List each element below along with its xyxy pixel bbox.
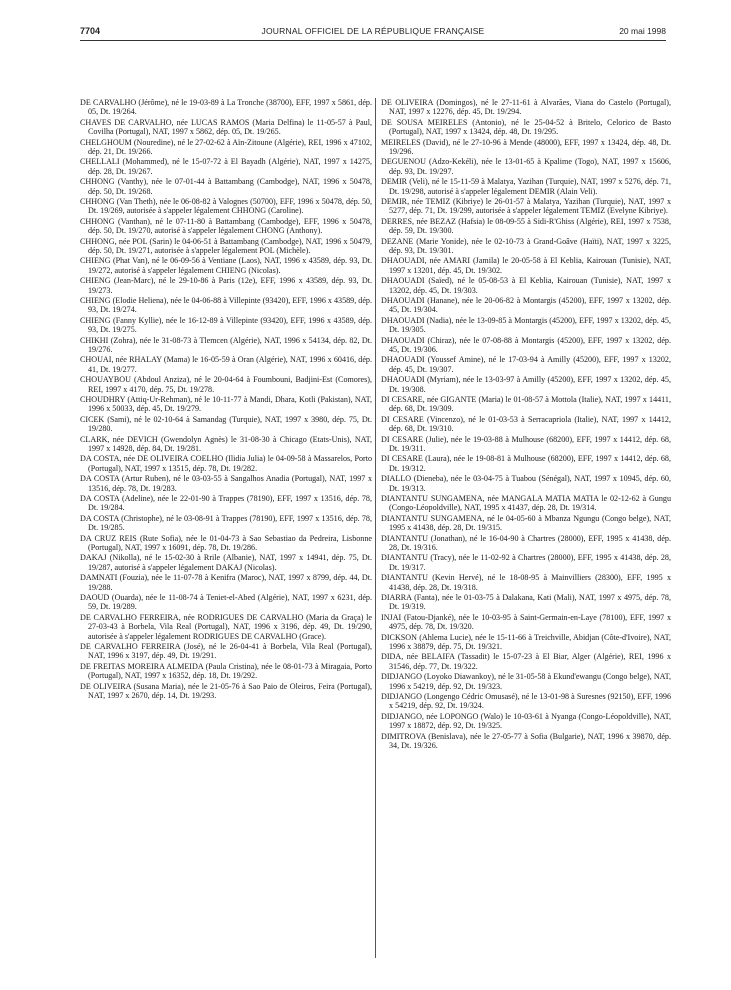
- decree-entry: CHHONG (Vanthy), née le 07-01-44 à Battambang (Cambodge), NAT, 1996 x 50478, dép. 50, Dt. 19/268.: [80, 177, 372, 196]
- decree-entry: CHOUAI, née RHALAY (Mama) le 16-05-59 à Oran (Algérie), NAT, 1996 x 60416, dép. 41, Dt. 19/277.: [80, 355, 372, 374]
- decree-entry: DIANTANTU SUNGAMENA, né le 04-05-60 à Mbanza Ngungu (Congo belge), NAT, 1995 x 41438, dép. 28, Dt. 19/315.: [381, 513, 671, 533]
- decree-entry: DE OLIVEIRA (Susana Maria), née le 21-05-76 à Sao Paio de Oleiros, Feira (Portugal), NAT, 1997 x 2670, dép. 14, Dt. 19/293.: [80, 681, 372, 701]
- decree-entry: DI CESARE, née GIGANTE (Maria) le 01-08-57 à Mottola (Italie), NAT, 1997 x 14411, dép. 68, Dt. 19/309.: [381, 394, 671, 414]
- decree-entry: CHELGHOUM (Nouredine), né le 27-02-62 à Aïn-Zitoune (Algérie), REI, 1996 x 47102, dép. 21, Dt. 19/266.: [80, 137, 372, 157]
- header-rule: [80, 40, 666, 41]
- decree-entry: DAOUD (Ouarda), née le 11-08-74 à Teniet-el-Abed (Algérie), NAT, 1997 x 6231, dép. 59, Dt. 19/289.: [80, 592, 372, 612]
- decree-entry: CHAVES DE CARVALHO, née LUCAS RAMOS (Maria Delfina) le 11-05-57 à Paul, Covilha (Portugal), NAT, 1997 x 5862, dép. 05, Dt. 19/265.: [80, 117, 372, 137]
- decree-entry: DHAOUADI (Chiraz), née le 07-08-88 à Montargis (45200), EFF, 1997 x 13202, dép. 45, Dt. 19/306.: [381, 335, 671, 355]
- decree-entry: DI CESARE (Vincenzo), né le 01-03-53 à Serracapriola (Italie), NAT, 1997 x 14412, dép. 68, Dt. 19/310.: [381, 414, 671, 434]
- decree-entry: DIDJANGO, née LOPONGO (Walo) le 10-03-61 à Nyanga (Congo-Léopoldville), NAT, 1997 x 18872, dép. 92, Dt. 19/325.: [381, 711, 671, 731]
- decree-entry: DE FREITAS MOREIRA ALMEIDA (Paula Cristina), née le 08-01-73 à Miragaia, Porto (Portugal), NAT, 1997 x 16352, dép. 18, Dt. 19/292.: [80, 661, 372, 681]
- decree-entry: DE OLIVEIRA (Domingos), né le 27-11-61 à Alvarães, Viana do Castelo (Portugal), NAT, 1997 x 12276, dép. 45, Dt. 19/294.: [381, 98, 671, 117]
- decree-entry: DHAOUADI, née AMARI (Jamila) le 20-05-58 à El Keblia, Kairouan (Tunisie), NAT, 1997 x 13201, dép. 45, Dt. 19/302.: [381, 256, 671, 275]
- page-number: 7704: [80, 26, 101, 36]
- right-column: [381, 98, 671, 978]
- decree-entry: DEMIR, née TEMIZ (Kibriye) le 26-01-57 à Malatya, Yazihan (Turquie), NAT, 1997 x 5277, dép. 71, Dt. 19/299, autorisée à s'appeler légalement TEMIZ (Evelyne Kibriye).: [381, 196, 671, 216]
- column-divider: [375, 98, 376, 958]
- decree-entry: DIARRA (Fanta), née le 01-03-75 à Dalakana, Kati (Mali), NAT, 1997 x 4975, dép. 78, Dt. 19/319.: [381, 592, 671, 612]
- decree-entry: CHHONG (Van Theth), née le 06-08-82 à Valognes (50700), EFF, 1996 x 50478, dép. 50, Dt. 19/269, autorisée à s'appeler légalement CHHONG (Caroline).: [80, 196, 372, 216]
- decree-entry: DHAOUADI (Myriam), née le 13-03-97 à Amilly (45200), EFF, 1997 x 13202, dép. 45, Dt. 19/308.: [381, 375, 671, 394]
- decree-entry: DAKAJ (Nikolla), né le 15-02-30 à Rrile (Albanie), NAT, 1997 x 14941, dép. 75, Dt. 19/287, autorisé à s'appeler légalement DAKAJ (Nicolas).: [80, 553, 372, 572]
- decree-entry: CHIENG (Elodie Heliena), née le 04-06-88 à Villepinte (93420), EFF, 1996 x 43589, dép. 93, Dt. 19/274.: [80, 295, 372, 315]
- decree-entry: CHOUAYBOU (Abdoul Anziza), né le 20-04-64 à Foumbouni, Badjini-Est (Comores), REI, 1997 x 4170, dép. 75, Dt. 19/278.: [80, 375, 372, 394]
- decree-entry: DEMIR (Veli), né le 15-11-59 à Malatya, Yazihan (Turquie), NAT, 1997 x 5276, dép. 71, Dt. 19/298, autorisé à s'appeler légalement DEMIR (Alain Veli).: [381, 177, 671, 196]
- decree-entry: CHIENG (Jean-Marc), né le 29-10-86 à Paris (12e), EFF, 1996 x 43589, dép. 93, Dt. 19/273.: [80, 276, 372, 295]
- left-column: [80, 98, 372, 978]
- decree-entry: DHAOUADI (Youssef Amine), né le 17-03-94 à Amilly (45200), EFF, 1997 x 13202, dép. 45, Dt. 19/307.: [381, 355, 671, 374]
- decree-entry: MEIRELES (David), né le 27-10-96 à Mende (48000), EFF, 1997 x 13424, dép. 48, Dt. 19/296.: [381, 137, 671, 157]
- decree-entry: DA COSTA (Artur Ruben), né le 03-03-55 à Sangalhos Anadia (Portugal), NAT, 1997 x 13516, dép. 78, Dt. 19/283.: [80, 474, 372, 493]
- decree-entry: DIANTANTU SUNGAMENA, née MANGALA MATIA MATIA le 02-12-62 à Gungu (Congo-Léopoldville), NAT, 1995 x 41437, dép. 28, Dt. 19/314.: [381, 493, 671, 513]
- page-header: [80, 20, 666, 40]
- issue-date: 20 mai 1998: [619, 26, 666, 36]
- decree-entry: DEGUENOU (Adzo-Kekéli), née le 13-01-65 à Kpalime (Togo), NAT, 1997 x 15606, dép. 93, Dt. 19/297.: [381, 157, 671, 176]
- decree-entry: CICEK (Sami), né le 02-10-64 à Samandag (Turquie), NAT, 1997 x 3980, dép. 75, Dt. 19/280.: [80, 414, 372, 434]
- decree-entry: DIANTANTU (Kevin Hervé), né le 18-08-95 à Mainvilliers (28300), EFF, 1995 x 41438, dép. 28, Dt. 19/318.: [381, 573, 671, 592]
- decree-entry: CHIENG (Fanny Kyllie), née le 16-12-89 à Villepinte (93420), EFF, 1996 x 43589, dép. 93, Dt. 19/275.: [80, 315, 372, 335]
- decree-entry: DE CARVALHO FERREIRA, née RODRIGUES DE CARVALHO (Maria da Graça) le 27-03-43 à Borbela, Vila Real (Portugal), NAT, 1996 x 3196, dép. 49, Dt. 19/290, autorisée à s'appeler légalement RODRIGUES DE CARVALHO (Grace).: [80, 612, 372, 641]
- decree-entry: DA CRUZ REIS (Rute Sofia), née le 01-04-73 à Sao Sebastiao da Pedreira, Lisbonne (Portugal), NAT, 1997 x 16091, dép. 78, Dt. 19/286.: [80, 533, 372, 552]
- decree-entry: CHHONG (Vanthan), né le 07-11-80 à Battambang (Cambodge), EFF, 1996 x 50478, dép. 50, Dt. 19/270, autorisé à s'appeler légalement CHONG (Anthony).: [80, 216, 372, 236]
- decree-entry: DE CARVALHO (Jérôme), né le 19-03-89 à La Tronche (38700), EFF, 1997 x 5861, dép. 05, Dt. 19/264.: [80, 98, 372, 117]
- decree-entry: DHAOUADI (Hanane), née le 20-06-82 à Montargis (45200), EFF, 1997 x 13202, dép. 45, Dt. 19/304.: [381, 295, 671, 315]
- decree-entry: DA COSTA, née DE OLIVEIRA COELHO (Ilidia Julia) le 04-09-58 à Massarelos, Porto (Portugal), NAT, 1997 x 13515, dép. 78, Dt. 19/282.: [80, 454, 372, 473]
- decree-entry: DIANTANTU (Tracy), née le 11-02-92 à Chartres (28000), EFF, 1995 x 41438, dép. 28, Dt. 19/317.: [381, 553, 671, 572]
- decree-entry: DA COSTA (Christophe), né le 03-08-91 à Trappes (78190), EFF, 1997 x 13516, dép. 78, Dt. 19/285.: [80, 513, 372, 533]
- decree-entry: INJAI (Fatou-Djanké), née le 10-03-95 à Saint-Germain-en-Laye (78100), EFF, 1997 x 4975, dép. 78, Dt. 19/320.: [381, 612, 671, 632]
- decree-entry: DIALLO (Dieneba), née le 03-04-75 à Tuabou (Sénégal), NAT, 1997 x 10945, dép. 60, Dt. 19/313.: [381, 474, 671, 493]
- decree-entry: DIDJANGO (Longengo Cédric Omusasé), né le 13-01-98 à Suresnes (92150), EFF, 1996 x 54219, dép. 92, Dt. 19/324.: [381, 691, 671, 711]
- decree-entry: DHAOUADI (Saïed), né le 05-08-53 à El Keblia, Kairouan (Tunisie), NAT, 1997 x 13202, dép. 45, Dt. 19/303.: [381, 276, 671, 295]
- decree-entry: DE SOUSA MEIRELES (Antonio), né le 25-04-52 à Britelo, Celorico de Basto (Portugal), NAT, 1997 x 13424, dép. 48, Dt. 19/295.: [381, 117, 671, 137]
- decree-entry: CHHONG, née POL (Sarin) le 04-06-51 à Battambang (Cambodge), NAT, 1996 x 50479, dép. 50, Dt. 19/271, autorisée à s'appeler légalement POL (Michèle).: [80, 236, 372, 256]
- decree-entry: DAMNATI (Fouzia), née le 11-07-78 à Kenifra (Maroc), NAT, 1997 x 8799, dép. 44, Dt. 19/288.: [80, 573, 372, 592]
- decree-entry: CHIENG (Phat Van), né le 06-09-56 à Ventiane (Laos), NAT, 1996 x 43589, dép. 93, Dt. 19/272, autorisé à s'appeler légalement CHIENG (Nicolas).: [80, 256, 372, 275]
- decree-entry: DI CESARE (Laura), née le 19-08-81 à Mulhouse (68200), EFF, 1997 x 14412, dép. 68, Dt. 19/312.: [381, 454, 671, 473]
- decree-entry: CLARK, née DEVICH (Gwendolyn Agnès) le 31-08-30 à Chicago (Etats-Unis), NAT, 1997 x 14928, dép. 84, Dt. 19/281.: [80, 434, 372, 453]
- decree-entry: DICKSON (Ahlema Lucie), née le 15-11-66 à Treichville, Abidjan (Côte-d'Ivoire), NAT, 1996 x 38879, dép. 75, Dt. 19/321.: [381, 632, 671, 651]
- decree-entry: DIDA, née BELAIFA (Tassadit) le 15-07-23 à El Biar, Alger (Algérie), REI, 1996 x 31546, dép. 77, Dt. 19/322.: [381, 652, 671, 671]
- journal-title: JOURNAL OFFICIEL DE LA RÉPUBLIQUE FRANÇAISE: [261, 26, 485, 36]
- decree-entry: DERRES, née BEZAZ (Hafsia) le 08-09-55 à Sidi-R'Ghiss (Algérie), REI, 1997 x 7538, dép. 59, Dt. 19/300.: [381, 216, 671, 236]
- decree-entry: DA COSTA (Adeline), née le 22-01-90 à Trappes (78190), EFF, 1997 x 13516, dép. 78, Dt. 19/284.: [80, 493, 372, 513]
- decree-entry: DHAOUADI (Nadia), née le 13-09-85 à Montargis (45200), EFF, 1997 x 13202, dép. 45, Dt. 19/305.: [381, 315, 671, 335]
- decree-entry: DIMITROVA (Benislava), née le 27-05-77 à Sofia (Bulgarie), NAT, 1996 x 39870, dép. 34, Dt. 19/326.: [381, 731, 671, 750]
- decree-entry: CHOUDHRY (Attiq-Ur-Rehman), né le 10-11-77 à Mandi, Dhara, Kotli (Pakistan), NAT, 1996 x 50033, dép. 45, Dt. 19/279.: [80, 394, 372, 414]
- decree-entry: DE CARVALHO FERREIRA (José), né le 26-04-41 à Borbela, Vila Real (Portugal), NAT, 1996 x 3197, dép. 49, Dt. 19/291.: [80, 641, 372, 661]
- decree-entry: DI CESARE (Julie), née le 19-03-88 à Mulhouse (68200), EFF, 1997 x 14412, dép. 68, Dt. 19/311.: [381, 434, 671, 453]
- decree-entry: CHIKHI (Zohra), née le 31-08-73 à Tlemcen (Algérie), NAT, 1996 x 54134, dép. 82, Dt. 19/276.: [80, 335, 372, 355]
- decree-entry: DEZANE (Marie Yonide), née le 02-10-73 à Grand-Goâve (Haïti), NAT, 1997 x 3225, dép. 93, Dt. 19/301.: [381, 236, 671, 256]
- decree-entry: DIANTANTU (Jonathan), né le 16-04-90 à Chartres (28000), EFF, 1995 x 41438, dép. 28, Dt. 19/316.: [381, 533, 671, 552]
- decree-entry: DIDJANGO (Loyoko Diawankoy), né le 31-05-58 à Ekund'ewangu (Congo belge), NAT, 1996 x 54219, dép. 92, Dt. 19/323.: [381, 672, 671, 691]
- decree-entry: CHELLALI (Mohammed), né le 15-07-72 à El Bayadh (Algérie), NAT, 1997 x 14275, dép. 28, Dt. 19/267.: [80, 157, 372, 176]
